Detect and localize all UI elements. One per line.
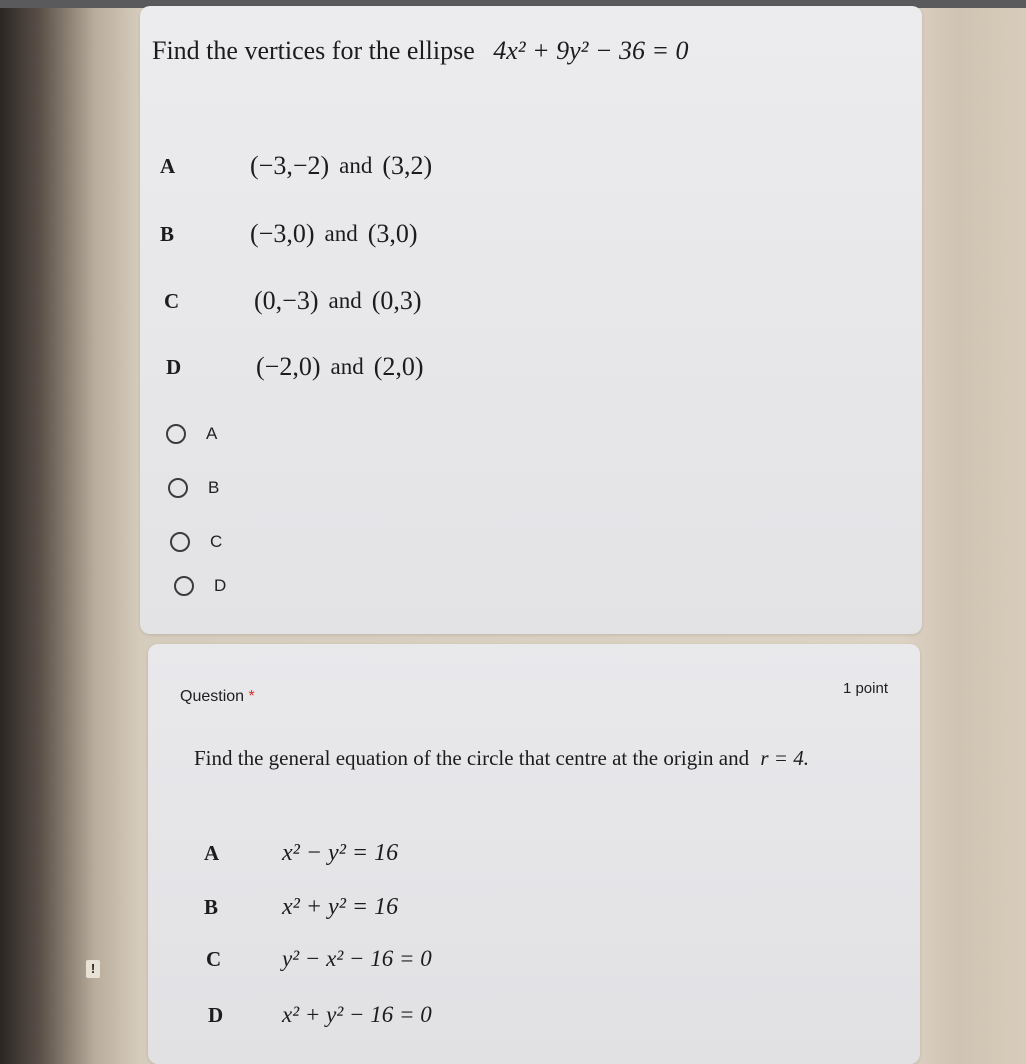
radio-button[interactable] [170,532,190,552]
option-letter: B [204,895,219,919]
question-2-text [194,746,809,771]
option-first-point: (0,−3) [254,286,319,315]
question-1-prompt: Find the vertices for the ellipse [152,36,475,65]
option-letter: A [160,153,176,178]
radio-label: C [210,532,223,551]
alert-icon[interactable]: ! [86,960,100,978]
question-header-label: Question [180,688,245,705]
q2-option-c [206,946,432,972]
radio-choice-a[interactable] [166,424,217,444]
option-expression: x² + y² − 16 = 0 [282,1002,432,1027]
option-expression: x² − y² = 16 [282,840,399,866]
option-letter: B [160,221,175,246]
option-second-point: (2,0) [373,352,424,381]
option-and: and [339,153,373,178]
question-1-text [152,36,689,66]
radio-label: D [214,576,227,595]
option-letter: D [166,354,182,379]
option-letter: C [206,946,222,971]
option-second-point: (3,2) [382,151,433,180]
radio-label: B [208,478,220,497]
option-and: and [324,221,358,246]
question-2-prompt: Find the general equation of the circle that centre at the origin and [194,746,750,770]
option-letter: C [164,288,180,313]
option-and: and [330,354,364,379]
q2-option-b [204,894,398,921]
radio-choice-c[interactable] [170,532,222,552]
option-expression: y² − x² − 16 = 0 [282,946,432,971]
q1-option-d [166,352,424,382]
question-2-radius: r = 4. [760,746,809,770]
option-and: and [328,288,362,313]
question-card-1 [140,6,922,634]
q2-option-d [208,1002,432,1028]
option-second-point: (3,0) [367,219,418,248]
option-letter: A [204,841,220,865]
radio-button[interactable] [174,576,194,596]
option-first-point: (−2,0) [256,352,321,381]
option-expression: x² + y² = 16 [282,894,399,920]
radio-button[interactable] [168,478,188,498]
question-2-header [180,688,255,706]
q1-option-c [164,286,422,316]
question-card-2 [148,644,920,1064]
radio-button[interactable] [166,424,186,444]
radio-choice-d[interactable] [174,576,226,596]
option-second-point: (0,3) [371,286,422,315]
points-label: 1 point [842,680,888,697]
option-first-point: (−3,−2) [250,151,330,180]
option-first-point: (−3,0) [250,219,315,248]
required-asterisk: * [248,688,255,705]
q1-option-a [160,151,432,181]
radio-label: A [206,424,218,443]
q2-option-a [204,840,398,867]
option-letter: D [208,1002,224,1027]
q1-option-b [160,219,418,249]
radio-choice-b[interactable] [168,478,219,498]
question-1-equation: 4x² + 9y² − 36 = 0 [493,36,689,65]
